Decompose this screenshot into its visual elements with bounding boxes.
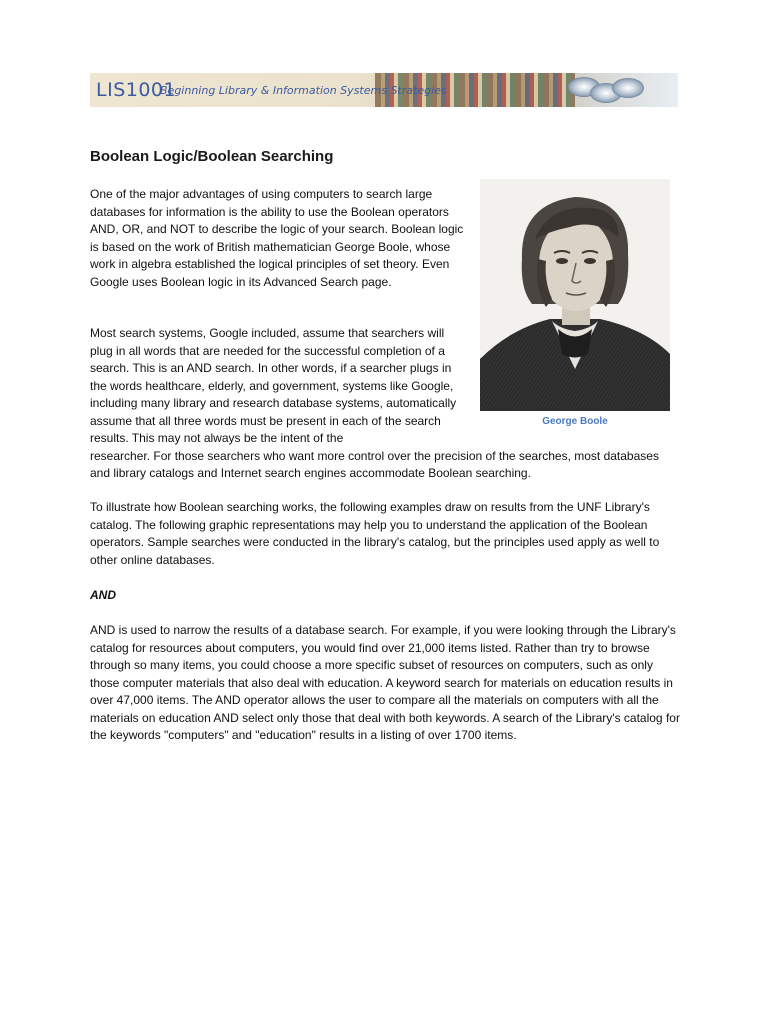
- header-banner: [90, 73, 678, 107]
- and-heading: AND: [90, 588, 116, 602]
- course-subtitle: Beginning Library & Information Systems Strategies: [160, 84, 447, 97]
- cd-discs-image: [560, 75, 650, 105]
- portrait-caption: George Boole: [542, 416, 608, 427]
- illustration-paragraph: To illustrate how Boolean searching works, the following examples draw on results from the UNF Library's catalog. The following graphic representations may help you to understand the application of the Boolean operators. Sample searches were conducted in the library's catalog, but the principles used apply as well to other online databases.: [90, 500, 660, 567]
- and-explanation-paragraph: AND is used to narrow the results of a database search. For example, if you were looking through the Library's catalog for resources about computers, you would find over 21,000 items listed. Rather than try to browse through so many items, you could choose a more specific subset of resources on computers, such as only those computer materials that also deal with education. A keyword search for materials on education results in over 47,000 items. The AND operator allows the user to compare all the materials on computers with all the materials on education AND select only those that deal with both keywords. A search of the Library's catalog for the keywords "computers" and "education" results in a listing of over 1700 items.: [90, 623, 680, 742]
- course-code: LIS1001: [96, 79, 177, 101]
- intro-paragraph: One of the major advantages of using computers to search large databases for information is the ability to use the Boolean operators AND, OR, and NOT to describe the logic of your search. Boolean logic is based on the work of British mathematician George Boole, whose work in algebra established the logical principles of set theory. Even Google uses Boolean logic in its Advanced Search page.: [90, 187, 464, 289]
- and-search-paragraph-part1: Most search systems, Google included, assume that searchers will plug in all words that are needed for the successful completion of a search. This is an AND search. In other words, if a searcher plugs in the words healthcare, elderly, and government, systems like Google, including many library and research database systems, automatically assume that all three words must be present in each of the search results. This may not always be the intent of the: [90, 326, 457, 445]
- and-search-paragraph: [90, 325, 680, 483]
- page-title: Boolean Logic/Boolean Searching: [90, 148, 334, 165]
- and-search-paragraph-part2: researcher. For those searchers who want more control over the precision of the searches, most databases and library catalogs and Internet search engines accommodate Boolean searching.: [90, 448, 659, 480]
